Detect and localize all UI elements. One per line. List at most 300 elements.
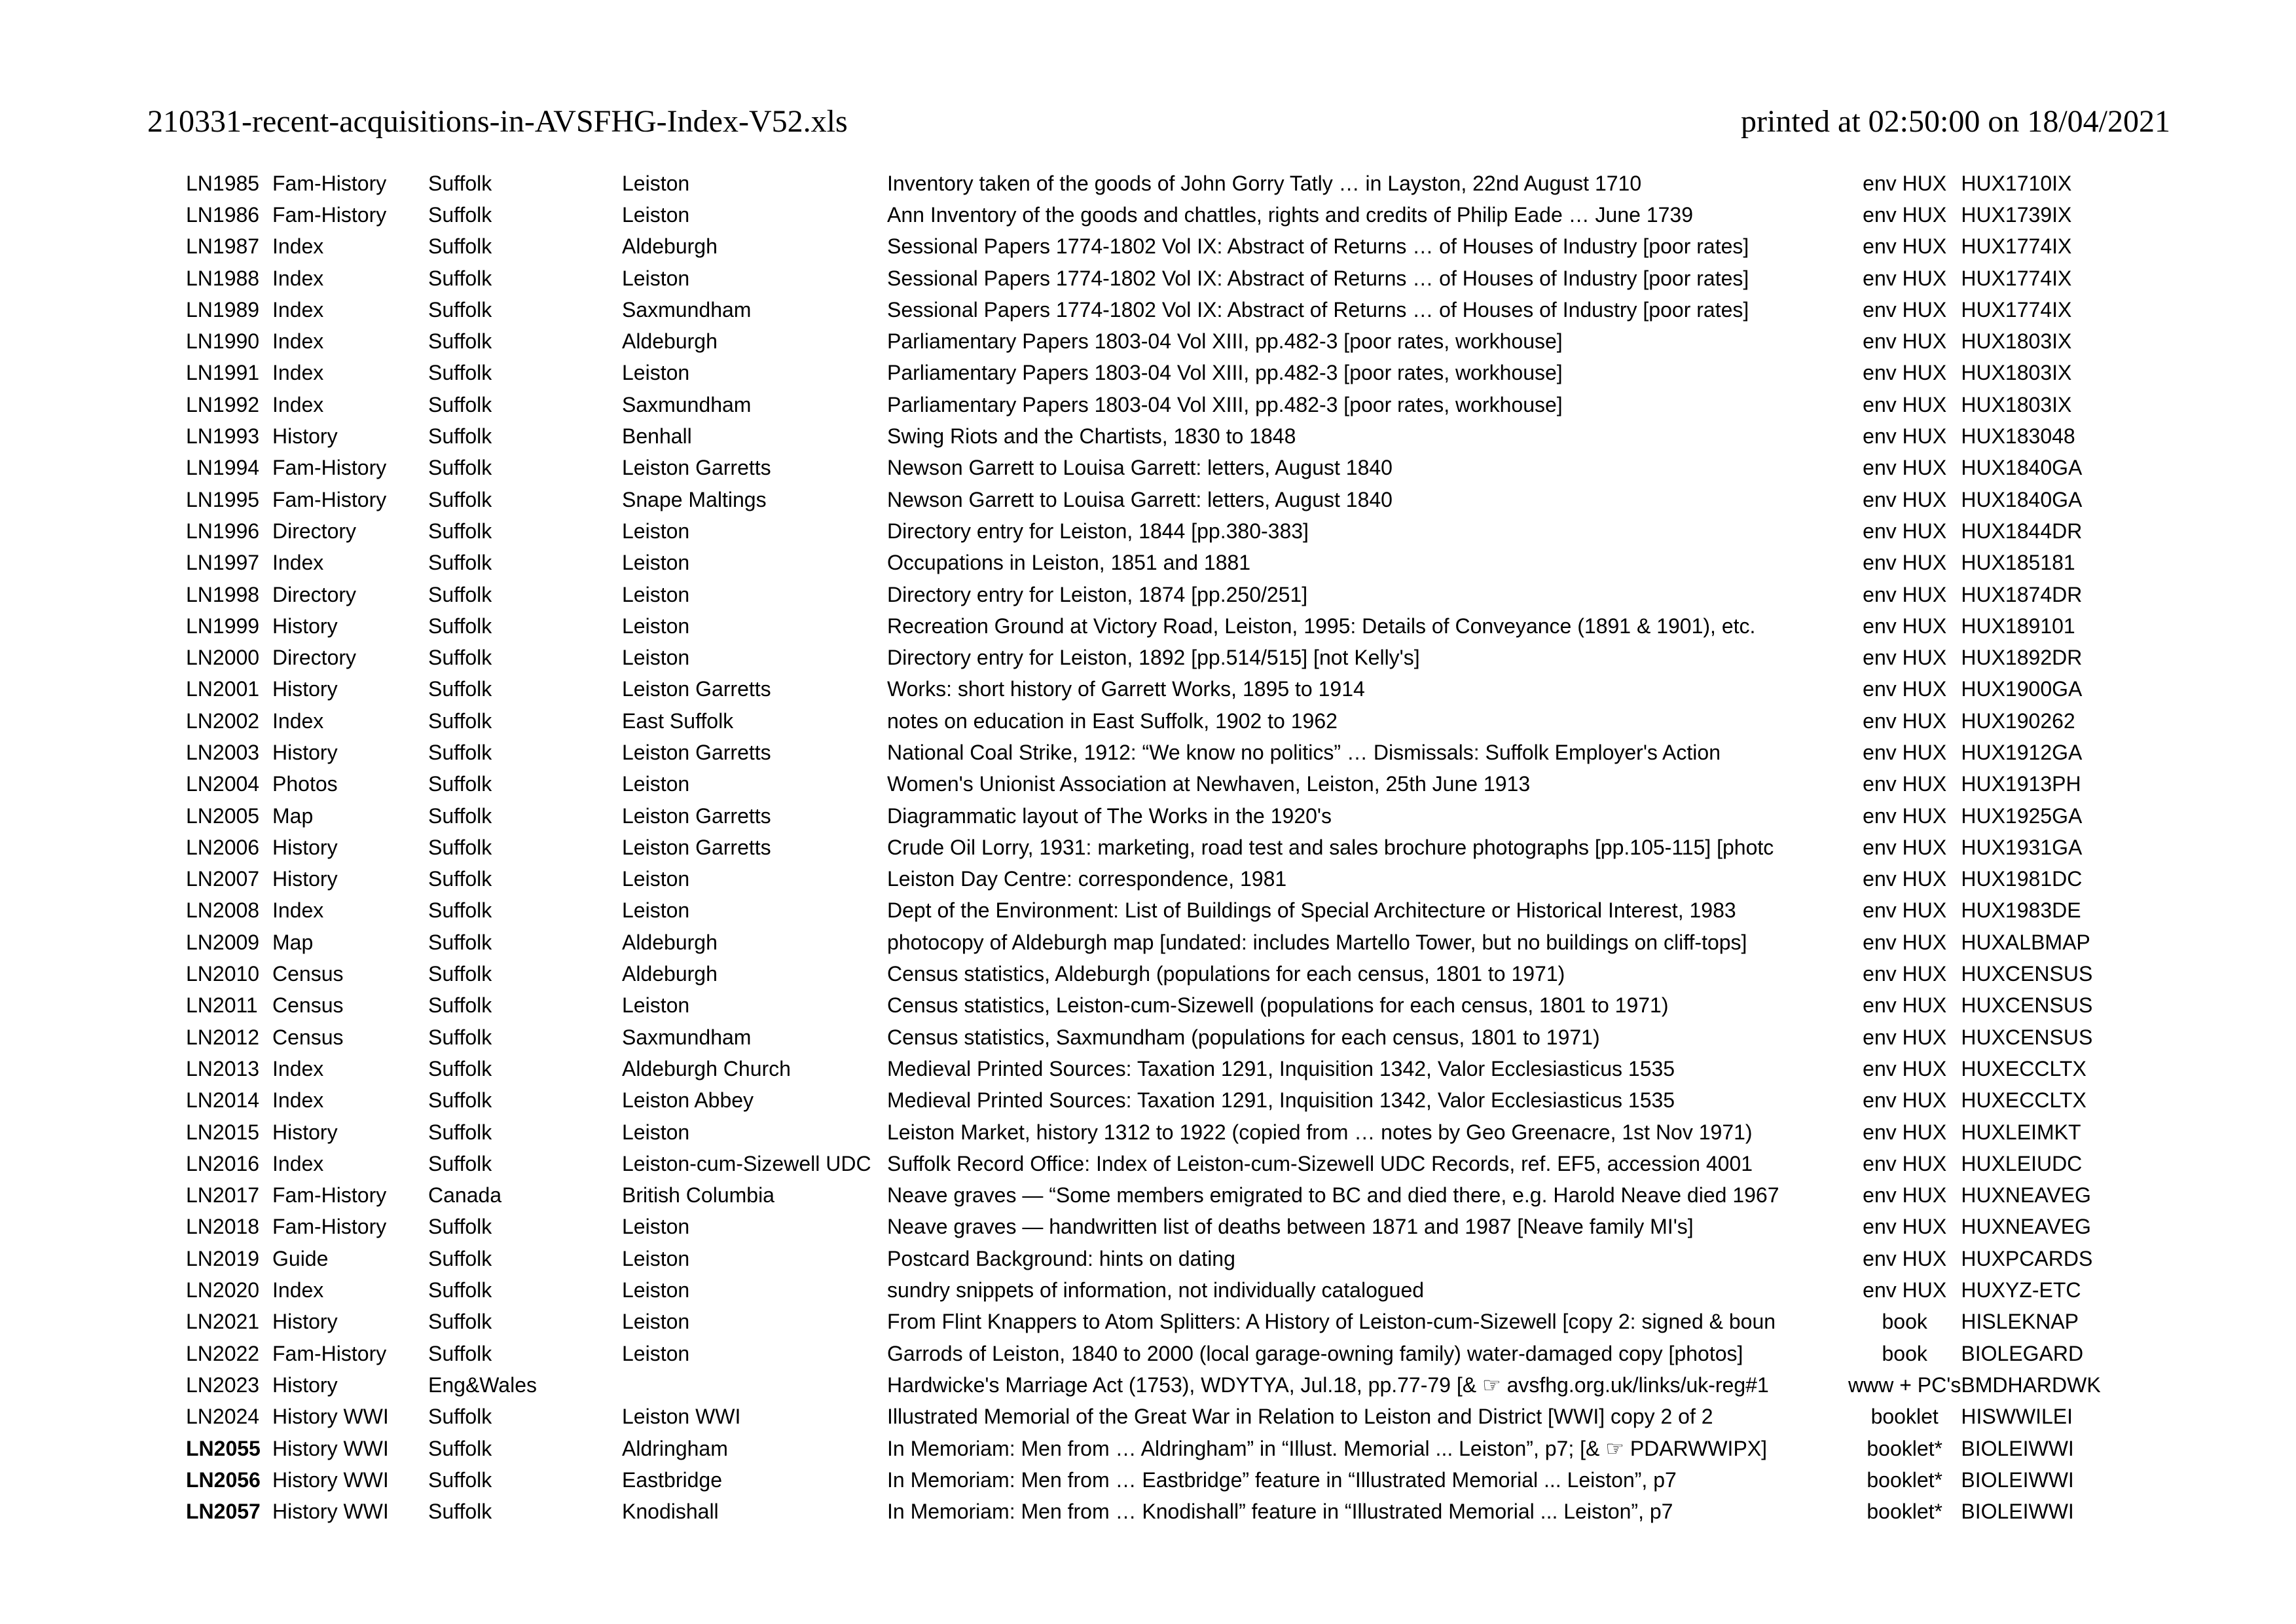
code-cell: HUXALBMAP <box>1961 930 2090 954</box>
code-cell: HUX1931GA <box>1961 835 2083 859</box>
county-cell: Suffolk <box>428 1151 492 1175</box>
category-cell: Census <box>272 962 344 986</box>
location-cell: env HUX <box>1863 898 1947 923</box>
title-cell: Directory entry for Leiston, 1892 [pp.514/515] [not Kelly's] <box>887 646 1420 670</box>
place-cell: Leiston <box>622 993 690 1018</box>
location-cell: env HUX <box>1863 1246 1947 1270</box>
title-cell: sundry snippets of information, not individually catalogued <box>887 1278 1425 1302</box>
code-cell: HUXYZ-ETC <box>1961 1278 2081 1302</box>
code-cell: BIOLEIWWI <box>1961 1500 2074 1524</box>
category-cell: Index <box>272 1278 324 1302</box>
code-cell: HUX1803IX <box>1961 361 2072 385</box>
code-cell: HUX1844DR <box>1961 519 2083 543</box>
location-cell: env HUX <box>1863 1215 1947 1239</box>
ref-cell: LN2012 <box>186 1025 260 1049</box>
location-cell: env HUX <box>1863 1151 1947 1175</box>
table-row <box>186 1496 2124 1527</box>
table-row <box>186 1401 2124 1433</box>
code-cell: HUX1739IX <box>1961 202 2072 227</box>
county-cell: Suffolk <box>428 1405 492 1429</box>
location-cell: env HUX <box>1863 1120 1947 1144</box>
location-cell: env HUX <box>1863 456 1947 480</box>
place-cell: Leiston <box>622 867 690 891</box>
county-cell: Suffolk <box>428 1500 492 1524</box>
county-cell: Suffolk <box>428 930 492 954</box>
ref-cell: LN1988 <box>186 266 260 290</box>
place-cell: Leiston <box>622 202 690 227</box>
category-cell: Guide <box>272 1246 329 1270</box>
title-cell: National Coal Strike, 1912: “We know no politics” … Dismissals: Suffolk Employer's Action <box>887 740 1721 764</box>
location-cell: env HUX <box>1863 709 1947 733</box>
category-cell: Photos <box>272 772 338 796</box>
code-cell: BIOLEIWWI <box>1961 1436 2074 1460</box>
county-cell: Suffolk <box>428 1341 492 1365</box>
title-cell: Leiston Day Centre: correspondence, 1981 <box>887 867 1287 891</box>
location-cell: env HUX <box>1863 1056 1947 1080</box>
category-cell: Directory <box>272 519 357 543</box>
table-row <box>186 832 2124 863</box>
category-cell: History <box>272 424 338 449</box>
title-cell: Postcard Background: hints on dating <box>887 1246 1235 1270</box>
table-row <box>186 1211 2124 1243</box>
printed-timestamp: printed at 02:50:00 on 18/04/2021 <box>1741 104 2170 139</box>
location-cell: env HUX <box>1863 424 1947 449</box>
county-cell: Suffolk <box>428 803 492 828</box>
location-cell: env HUX <box>1863 1278 1947 1302</box>
table-row <box>186 1274 2124 1306</box>
title-cell: Medieval Printed Sources: Taxation 1291, Inquisition 1342, Valor Ecclesiasticus 1535 <box>887 1088 1675 1113</box>
title-cell: Neave graves — handwritten list of deaths between 1871 and 1987 [Neave family MI's] <box>887 1215 1694 1239</box>
county-cell: Suffolk <box>428 709 492 733</box>
table-row <box>186 1433 2124 1464</box>
code-cell: BIOLEIWWI <box>1961 1467 2074 1492</box>
table-row <box>186 1116 2124 1148</box>
table-row <box>186 864 2124 895</box>
place-cell: British Columbia <box>622 1183 774 1208</box>
location-cell: booklet <box>1870 1405 1939 1429</box>
county-cell: Suffolk <box>428 1278 492 1302</box>
county-cell: Suffolk <box>428 646 492 670</box>
page-header <box>147 103 2170 143</box>
county-cell: Suffolk <box>428 1246 492 1270</box>
location-cell: env HUX <box>1863 297 1947 322</box>
county-cell: Suffolk <box>428 1088 492 1113</box>
place-cell: Leiston-cum-Sizewell UDC <box>622 1151 871 1175</box>
location-cell: env HUX <box>1863 234 1947 259</box>
table-row <box>186 642 2124 673</box>
ref-cell: LN1989 <box>186 297 260 322</box>
location-cell: env HUX <box>1863 867 1947 891</box>
place-cell: Leiston <box>622 614 690 638</box>
county-cell: Suffolk <box>428 740 492 764</box>
category-cell: History <box>272 1120 338 1144</box>
county-cell: Suffolk <box>428 582 492 606</box>
county-cell: Suffolk <box>428 772 492 796</box>
place-cell: Saxmundham <box>622 1025 752 1049</box>
place-cell: Saxmundham <box>622 297 752 322</box>
title-cell: Parliamentary Papers 1803-04 Vol XIII, pp.482-3 [poor rates, workhouse] <box>887 361 1563 385</box>
code-cell: HUX1840GA <box>1961 456 2083 480</box>
table-row <box>186 895 2124 927</box>
place-cell: Leiston Abbey <box>622 1088 754 1113</box>
place-cell: Aldeburgh <box>622 930 718 954</box>
place-cell: Aldringham <box>622 1436 728 1460</box>
table-row <box>186 705 2124 737</box>
place-cell: Leiston <box>622 1310 690 1334</box>
county-cell: Suffolk <box>428 361 492 385</box>
ref-cell: LN2016 <box>186 1151 260 1175</box>
title-cell: Diagrammatic layout of The Works in the 1920's <box>887 803 1332 828</box>
location-cell: env HUX <box>1863 772 1947 796</box>
ref-cell: LN2003 <box>186 740 260 764</box>
county-cell: Suffolk <box>428 1025 492 1049</box>
ref-cell: LN2000 <box>186 646 260 670</box>
county-cell: Suffolk <box>428 424 492 449</box>
title-cell: Ann Inventory of the goods and chattles, rights and credits of Philip Eade … June 1739 <box>887 202 1693 227</box>
location-cell: env HUX <box>1863 1088 1947 1113</box>
county-cell: Suffolk <box>428 677 492 701</box>
place-cell: Leiston Garretts <box>622 835 771 859</box>
title-cell: Sessional Papers 1774-1802 Vol IX: Abstract of Returns … of Houses of Industry [poor rates] <box>887 266 1749 290</box>
place-cell: Leiston WWI <box>622 1405 741 1429</box>
title-cell: Neave graves — “Some members emigrated to BC and died there, e.g. Harold Neave died 1967 <box>887 1183 1779 1208</box>
place-cell: Leiston <box>622 582 690 606</box>
ref-cell: LN1993 <box>186 424 260 449</box>
table-row <box>186 737 2124 768</box>
category-cell: Census <box>272 993 344 1018</box>
table-row <box>186 1022 2124 1053</box>
category-cell: Index <box>272 361 324 385</box>
location-cell: env HUX <box>1863 329 1947 354</box>
place-cell: Leiston Garretts <box>622 677 771 701</box>
category-cell: History WWI <box>272 1500 389 1524</box>
place-cell: Aldeburgh <box>622 962 718 986</box>
table-row <box>186 1085 2124 1116</box>
category-cell: History <box>272 740 338 764</box>
code-cell: HUXCENSUS <box>1961 1025 2093 1049</box>
title-cell: Leiston Market, history 1312 to 1922 (copied from … notes by Geo Greenacre, 1st Nov 1971) <box>887 1120 1753 1144</box>
title-cell: photocopy of Aldeburgh map [undated: includes Martello Tower, but no buildings on cliff-tops] <box>887 930 1747 954</box>
code-cell: HUX1892DR <box>1961 646 2083 670</box>
county-cell: Suffolk <box>428 202 492 227</box>
title-cell: In Memoriam: Men from … Knodishall” feature in “Illustrated Memorial ... Leiston”, p7 <box>887 1500 1673 1524</box>
place-cell: Benhall <box>622 424 692 449</box>
county-cell: Suffolk <box>428 456 492 480</box>
location-cell: www + PC's <box>1848 1373 1961 1397</box>
category-cell: History <box>272 1373 338 1397</box>
title-cell: Census statistics, Saxmundham (populations for each census, 1801 to 1971) <box>887 1025 1600 1049</box>
code-cell: HUXECCLTX <box>1961 1056 2086 1080</box>
place-cell: Knodishall <box>622 1500 719 1524</box>
title-cell: Garrods of Leiston, 1840 to 2000 (local garage-owning family) water-damaged copy [photos] <box>887 1341 1743 1365</box>
place-cell: Leiston <box>622 551 690 575</box>
location-cell: booklet* <box>1867 1436 1942 1460</box>
category-cell: Fam-History <box>272 487 387 511</box>
ref-cell: LN1999 <box>186 614 260 638</box>
county-cell: Suffolk <box>428 1056 492 1080</box>
category-cell: Fam-History <box>272 171 387 195</box>
ref-cell: LN2056 <box>186 1467 261 1492</box>
ref-cell: LN2005 <box>186 803 260 828</box>
code-cell: HUX1913PH <box>1961 772 2081 796</box>
ref-cell: LN2023 <box>186 1373 260 1397</box>
county-cell: Suffolk <box>428 1120 492 1144</box>
title-cell: Recreation Ground at Victory Road, Leiston, 1995: Details of Conveyance (1891 & 1901), etc. <box>887 614 1756 638</box>
county-cell: Canada <box>428 1183 502 1208</box>
ref-cell: LN1991 <box>186 361 260 385</box>
ref-cell: LN2006 <box>186 835 260 859</box>
table-row <box>186 1464 2124 1496</box>
title-cell: Swing Riots and the Chartists, 1830 to 1848 <box>887 424 1296 449</box>
code-cell: HUX1874DR <box>1961 582 2083 606</box>
location-cell: env HUX <box>1863 803 1947 828</box>
place-cell: Leiston <box>622 1246 690 1270</box>
ref-cell: LN1997 <box>186 551 260 575</box>
code-cell: HUX1912GA <box>1961 740 2083 764</box>
category-cell: Index <box>272 1151 324 1175</box>
ref-cell: LN2004 <box>186 772 260 796</box>
place-cell: Saxmundham <box>622 392 752 416</box>
category-cell: History WWI <box>272 1405 389 1429</box>
table-row <box>186 1053 2124 1084</box>
ref-cell: LN2022 <box>186 1341 260 1365</box>
place-cell: Leiston <box>622 1341 690 1365</box>
code-cell: HUX1925GA <box>1961 803 2083 828</box>
county-cell: Suffolk <box>428 487 492 511</box>
title-cell: Newson Garrett to Louisa Garrett: letters, August 1840 <box>887 456 1393 480</box>
location-cell: env HUX <box>1863 202 1947 227</box>
title-cell: Parliamentary Papers 1803-04 Vol XIII, pp.482-3 [poor rates, workhouse] <box>887 329 1563 354</box>
code-cell: HUX185181 <box>1961 551 2075 575</box>
category-cell: Index <box>272 297 324 322</box>
location-cell: book <box>1882 1341 1927 1365</box>
table-row <box>186 1243 2124 1274</box>
county-cell: Suffolk <box>428 1215 492 1239</box>
title-cell: From Flint Knappers to Atom Splitters: A History of Leiston-cum-Sizewell [copy 2: signed & boun <box>887 1310 1776 1334</box>
table-row <box>186 484 2124 515</box>
table-row <box>186 231 2124 263</box>
place-cell: East Suffolk <box>622 709 734 733</box>
table-row <box>186 168 2124 199</box>
place-cell: Eastbridge <box>622 1467 722 1492</box>
table-row <box>186 515 2124 547</box>
code-cell: HUXNEAVEG <box>1961 1215 2091 1239</box>
title-cell: Directory entry for Leiston, 1844 [pp.380-383] <box>887 519 1309 543</box>
category-cell: Index <box>272 392 324 416</box>
acquisitions-table <box>186 168 2124 1528</box>
code-cell: HUX1774IX <box>1961 266 2072 290</box>
location-cell: env HUX <box>1863 677 1947 701</box>
code-cell: HUX1983DE <box>1961 898 2081 923</box>
location-cell: env HUX <box>1863 1025 1947 1049</box>
ref-cell: LN2007 <box>186 867 260 891</box>
county-cell: Suffolk <box>428 171 492 195</box>
category-cell: Index <box>272 551 324 575</box>
title-cell: Suffolk Record Office: Index of Leiston-cum-Sizewell UDC Records, ref. EF5, accession 4001 <box>887 1151 1753 1175</box>
table-row <box>186 420 2124 452</box>
title-cell: In Memoriam: Men from … Eastbridge” feature in “Illustrated Memorial ... Leiston”, p7 <box>887 1467 1677 1492</box>
category-cell: History <box>272 677 338 701</box>
table-row <box>186 610 2124 642</box>
code-cell: HUXECCLTX <box>1961 1088 2086 1113</box>
category-cell: Index <box>272 234 324 259</box>
place-cell: Aldeburgh <box>622 329 718 354</box>
county-cell: Suffolk <box>428 1310 492 1334</box>
ref-cell: LN1987 <box>186 234 260 259</box>
place-cell: Leiston <box>622 171 690 195</box>
location-cell: env HUX <box>1863 930 1947 954</box>
title-cell: Crude Oil Lorry, 1931: marketing, road test and sales brochure photographs [pp.105-115] [photc <box>887 835 1774 859</box>
place-cell: Leiston Garretts <box>622 740 771 764</box>
county-cell: Suffolk <box>428 898 492 923</box>
location-cell: env HUX <box>1863 487 1947 511</box>
location-cell: env HUX <box>1863 993 1947 1018</box>
code-cell: HUX1774IX <box>1961 234 2072 259</box>
category-cell: Index <box>272 898 324 923</box>
table-row <box>186 389 2124 420</box>
ref-cell: LN2008 <box>186 898 260 923</box>
location-cell: env HUX <box>1863 614 1947 638</box>
category-cell: Fam-History <box>272 1341 387 1365</box>
ref-cell: LN1990 <box>186 329 260 354</box>
code-cell: HUX1900GA <box>1961 677 2083 701</box>
county-cell: Suffolk <box>428 234 492 259</box>
ref-cell: LN2024 <box>186 1405 260 1429</box>
ref-cell: LN2019 <box>186 1246 260 1270</box>
table-row <box>186 1306 2124 1338</box>
title-cell: Census statistics, Aldeburgh (populations for each census, 1801 to 1971) <box>887 962 1565 986</box>
ref-cell: LN2014 <box>186 1088 260 1113</box>
location-cell: env HUX <box>1863 1183 1947 1208</box>
ref-cell: LN1996 <box>186 519 260 543</box>
title-cell: Dept of the Environment: List of Buildings of Special Architecture or Historical Interest, 1983 <box>887 898 1736 923</box>
ref-cell: LN1998 <box>186 582 260 606</box>
place-cell: Leiston Garretts <box>622 456 771 480</box>
ref-cell: LN1992 <box>186 392 260 416</box>
title-cell: Parliamentary Papers 1803-04 Vol XIII, pp.482-3 [poor rates, workhouse] <box>887 392 1563 416</box>
title-cell: Medieval Printed Sources: Taxation 1291, Inquisition 1342, Valor Ecclesiasticus 1535 <box>887 1056 1675 1080</box>
county-cell: Eng&Wales <box>428 1373 537 1397</box>
county-cell: Suffolk <box>428 392 492 416</box>
code-cell: HUXNEAVEG <box>1961 1183 2091 1208</box>
place-cell: Leiston <box>622 519 690 543</box>
place-cell <box>622 1369 887 1401</box>
county-cell: Suffolk <box>428 962 492 986</box>
county-cell: Suffolk <box>428 1467 492 1492</box>
ref-cell: LN2055 <box>186 1436 261 1460</box>
code-cell: HUX1981DC <box>1961 867 2083 891</box>
county-cell: Suffolk <box>428 519 492 543</box>
location-cell: env HUX <box>1863 582 1947 606</box>
title-cell: Sessional Papers 1774-1802 Vol IX: Abstract of Returns … of Houses of Industry [poor rates] <box>887 234 1749 259</box>
county-cell: Suffolk <box>428 266 492 290</box>
table-row <box>186 358 2124 389</box>
table-row <box>186 1369 2124 1401</box>
table-row <box>186 294 2124 325</box>
code-cell: HUX1774IX <box>1961 297 2072 322</box>
title-cell: Works: short history of Garrett Works, 1895 to 1914 <box>887 677 1365 701</box>
category-cell: Index <box>272 1088 324 1113</box>
category-cell: Index <box>272 1056 324 1080</box>
code-cell: HUX1840GA <box>1961 487 2083 511</box>
place-cell: Leiston <box>622 646 690 670</box>
category-cell: History <box>272 1310 338 1334</box>
location-cell: env HUX <box>1863 646 1947 670</box>
ref-cell: LN2001 <box>186 677 260 701</box>
category-cell: Directory <box>272 582 357 606</box>
code-cell: HUX189101 <box>1961 614 2075 638</box>
location-cell: env HUX <box>1863 740 1947 764</box>
category-cell: Fam-History <box>272 1215 387 1239</box>
place-cell: Aldeburgh Church <box>622 1056 791 1080</box>
ref-cell: LN2011 <box>186 993 258 1018</box>
ref-cell: LN2020 <box>186 1278 260 1302</box>
county-cell: Suffolk <box>428 993 492 1018</box>
table-row <box>186 1338 2124 1369</box>
code-cell: HUX183048 <box>1961 424 2075 449</box>
table-row <box>186 927 2124 958</box>
table-row <box>186 452 2124 484</box>
county-cell: Suffolk <box>428 1436 492 1460</box>
category-cell: Index <box>272 329 324 354</box>
location-cell: book <box>1882 1310 1927 1334</box>
category-cell: Index <box>272 709 324 733</box>
category-cell: Census <box>272 1025 344 1049</box>
title-cell: Directory entry for Leiston, 1874 [pp.250/251] <box>887 582 1308 606</box>
county-cell: Suffolk <box>428 297 492 322</box>
table-row <box>186 990 2124 1022</box>
table-row <box>186 800 2124 832</box>
location-cell: env HUX <box>1863 835 1947 859</box>
county-cell: Suffolk <box>428 329 492 354</box>
table-body <box>186 168 2124 1528</box>
category-cell: Map <box>272 930 314 954</box>
code-cell: HUX190262 <box>1961 709 2075 733</box>
file-title: 210331-recent-acquisitions-in-AVSFHG-Index-V52.xls <box>147 104 848 139</box>
title-cell: In Memoriam: Men from … Aldringham” in “Illust. Memorial ... Leiston”, p7; [& ☞ PDARWWIPX] <box>887 1437 1768 1461</box>
category-cell: History <box>272 867 338 891</box>
county-cell: Suffolk <box>428 867 492 891</box>
ref-cell: LN2015 <box>186 1120 260 1144</box>
county-cell: Suffolk <box>428 614 492 638</box>
ref-cell: LN2013 <box>186 1056 260 1080</box>
code-cell: HUX1710IX <box>1961 171 2072 195</box>
table-row <box>186 325 2124 357</box>
place-cell: Leiston <box>622 1278 690 1302</box>
code-cell: HISLEKNAP <box>1961 1310 2079 1334</box>
title-cell: Hardwicke's Marriage Act (1753), WDYTYA, Jul.18, pp.77-79 [& ☞ avsfhg.org.uk/links/uk-reg#1 <box>887 1373 1769 1397</box>
ref-cell: LN1994 <box>186 456 260 480</box>
place-cell: Leiston Garretts <box>622 803 771 828</box>
ref-cell: LN2057 <box>186 1500 261 1524</box>
table-row <box>186 769 2124 800</box>
ref-cell: LN2018 <box>186 1215 260 1239</box>
table-row <box>186 1180 2124 1211</box>
location-cell: env HUX <box>1863 962 1947 986</box>
title-cell: Illustrated Memorial of the Great War in Relation to Leiston and District [WWI] copy 2 of 2 <box>887 1405 1713 1429</box>
title-cell: Census statistics, Leiston-cum-Sizewell (populations for each census, 1801 to 1971) <box>887 993 1669 1018</box>
table-row <box>186 674 2124 705</box>
location-cell: booklet* <box>1867 1467 1942 1492</box>
category-cell: History <box>272 614 338 638</box>
place-cell: Leiston <box>622 266 690 290</box>
ref-cell: LN1995 <box>186 487 260 511</box>
place-cell: Leiston <box>622 361 690 385</box>
location-cell: env HUX <box>1863 551 1947 575</box>
title-cell: Occupations in Leiston, 1851 and 1881 <box>887 551 1251 575</box>
ref-cell: LN1986 <box>186 202 260 227</box>
place-cell: Leiston <box>622 1120 690 1144</box>
